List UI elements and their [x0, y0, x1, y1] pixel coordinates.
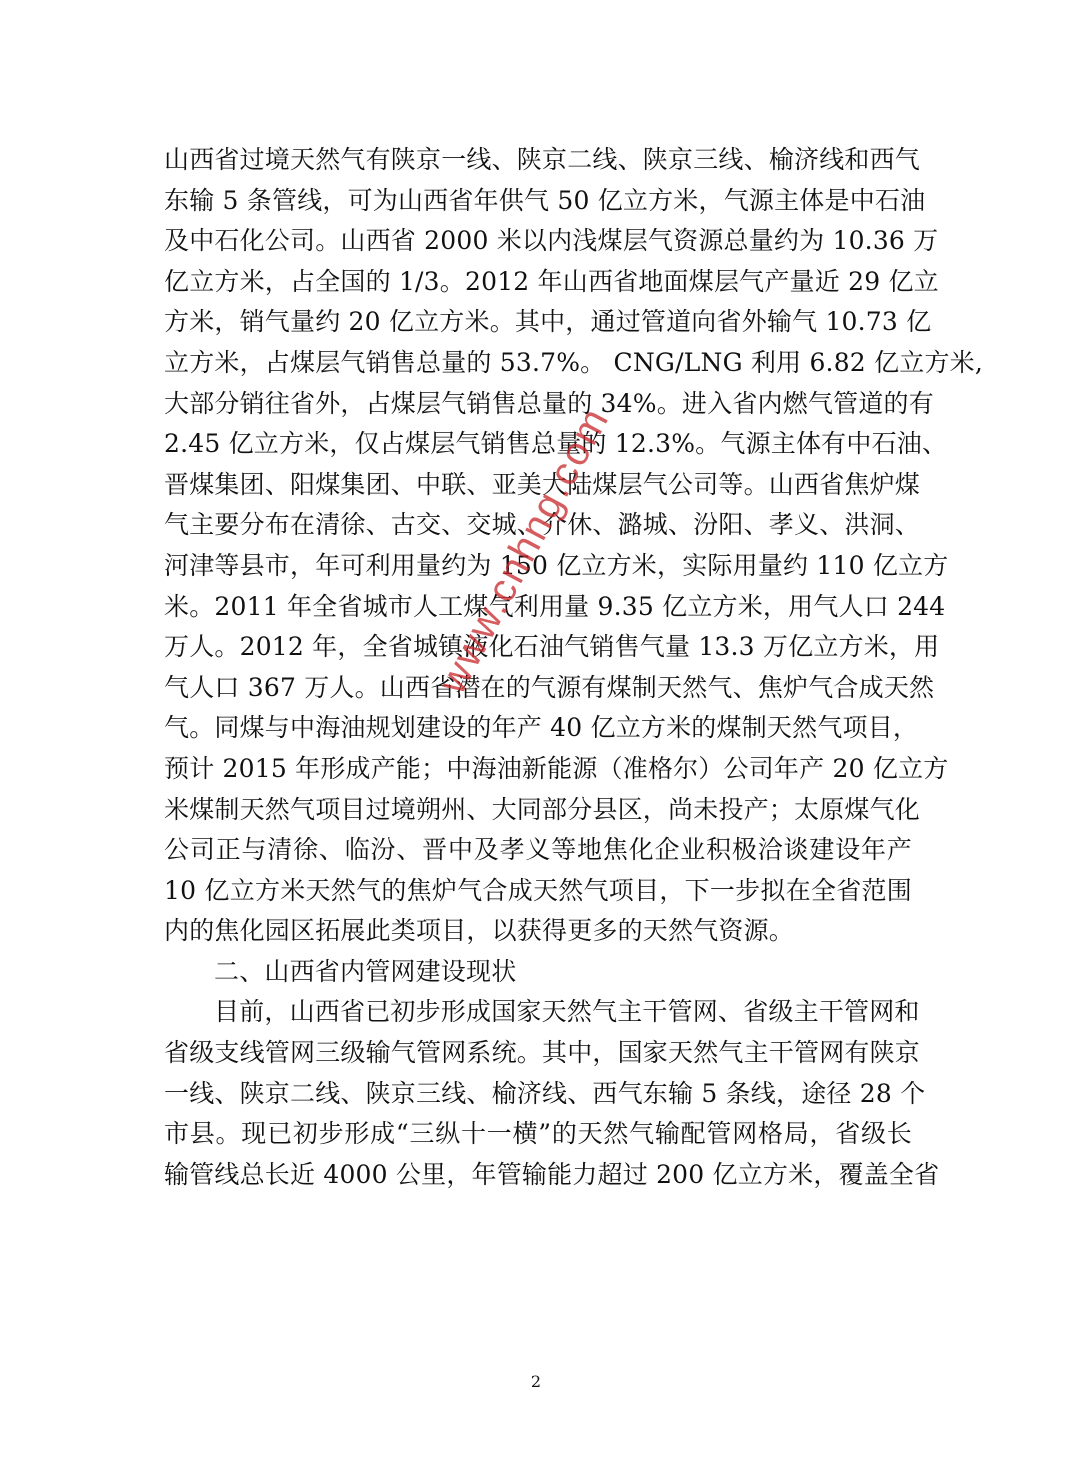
text-line: 大部分销往省外，占煤层气销售总量的 34%。进入省内燃气管道的有: [164, 388, 934, 418]
text-line: 市县。现已初步形成“三纵十一横”的天然气输配管网格局，省级长: [164, 1119, 912, 1149]
text-line: 及中石化公司。山西省 2000 米以内浅煤层气资源总量约为 10.36 万: [164, 226, 939, 256]
text-line: 公司正与清徐、临汾、晋中及孝义等地焦化企业积极洽谈建设年产: [164, 835, 912, 865]
page-number: 2: [530, 1372, 542, 1391]
text-line: 山西省过境天然气有陕京一线、陕京二线、陕京三线、榆济线和西气: [164, 145, 921, 174]
text-line: 亿立方米，占全国的 1/3。2012 年山西省地面煤层气产量近 29 亿立: [164, 266, 939, 296]
text-line: 晋煤集团、阳煤集团、中联、亚美大陆煤层气公司等。山西省焦炉煤: [164, 469, 921, 499]
text-line: 10 亿立方米天然气的焦炉气合成天然气项目，下一步拟在全省范围: [164, 875, 912, 905]
text-line: 米。2011 年全省城市人工煤气利用量 9.35 亿立方米，用气人口 244: [164, 591, 946, 621]
watermark: www.cnhng.com: [430, 399, 618, 701]
text-line: 内的焦化园区拓展此类项目，以获得更多的天然气资源。: [164, 916, 795, 946]
section-heading: 二、山西省内管网建设现状: [214, 956, 517, 986]
text-line: 一线、陕京二线、陕京三线、榆济线、西气东输 5 条线，途径 28 个: [164, 1078, 926, 1108]
text-line: 输管线总长近 4000 公里，年管输能力超过 200 亿立方米，覆盖全省: [164, 1159, 940, 1189]
text-line: 万人。2012 年，全省城镇液化石油气销售气量 13.3 万亿立方米，用: [164, 632, 940, 662]
text-line: 气主要分布在清徐、古交、交城、介休、潞城、汾阳、孝义、洪洞、: [164, 510, 921, 540]
text-line: 立方米，占煤层气销售总量的 53.7%。 CNG/LNG 利用 6.82 亿立方米,: [164, 347, 984, 377]
text-line: 东输 5 条管线，可为山西省年供气 50 亿立方米，气源主体是中石油: [164, 185, 926, 215]
text-line: 河津等县市，年可利用量约为 150 亿立方米，实际用量约 110 亿立方: [164, 550, 949, 580]
text-line: 目前，山西省已初步形成国家天然气主干管网、省级主干管网和: [214, 997, 920, 1027]
text-line: 预计 2015 年形成产能；中海油新能源（准格尔）公司年产 20 亿立方: [164, 753, 949, 783]
text-line: 2.45 亿立方米，仅占煤层气销售总量的 12.3%。气源主体有中石油、: [164, 429, 948, 459]
text-line: 省级支线管网三级输气管网系统。其中，国家天然气主干管网有陕京: [164, 1038, 921, 1068]
text-line: 气。同煤与中海油规划建设的年产 40 亿立方米的煤制天然气项目，: [164, 713, 919, 743]
paragraph-2: [164, 992, 940, 1195]
text-line: 气人口 367 万人。山西省潜在的气源有煤制天然气、焦炉气合成天然: [164, 672, 935, 702]
document-body: [164, 140, 984, 1195]
text-line: 方米，销气量约 20 亿立方米。其中，通过管道向省外输气 10.73 亿: [164, 307, 932, 337]
text-line: 米煤制天然气项目过境朔州、大同部分县区，尚未投产；太原煤气化: [164, 794, 921, 824]
